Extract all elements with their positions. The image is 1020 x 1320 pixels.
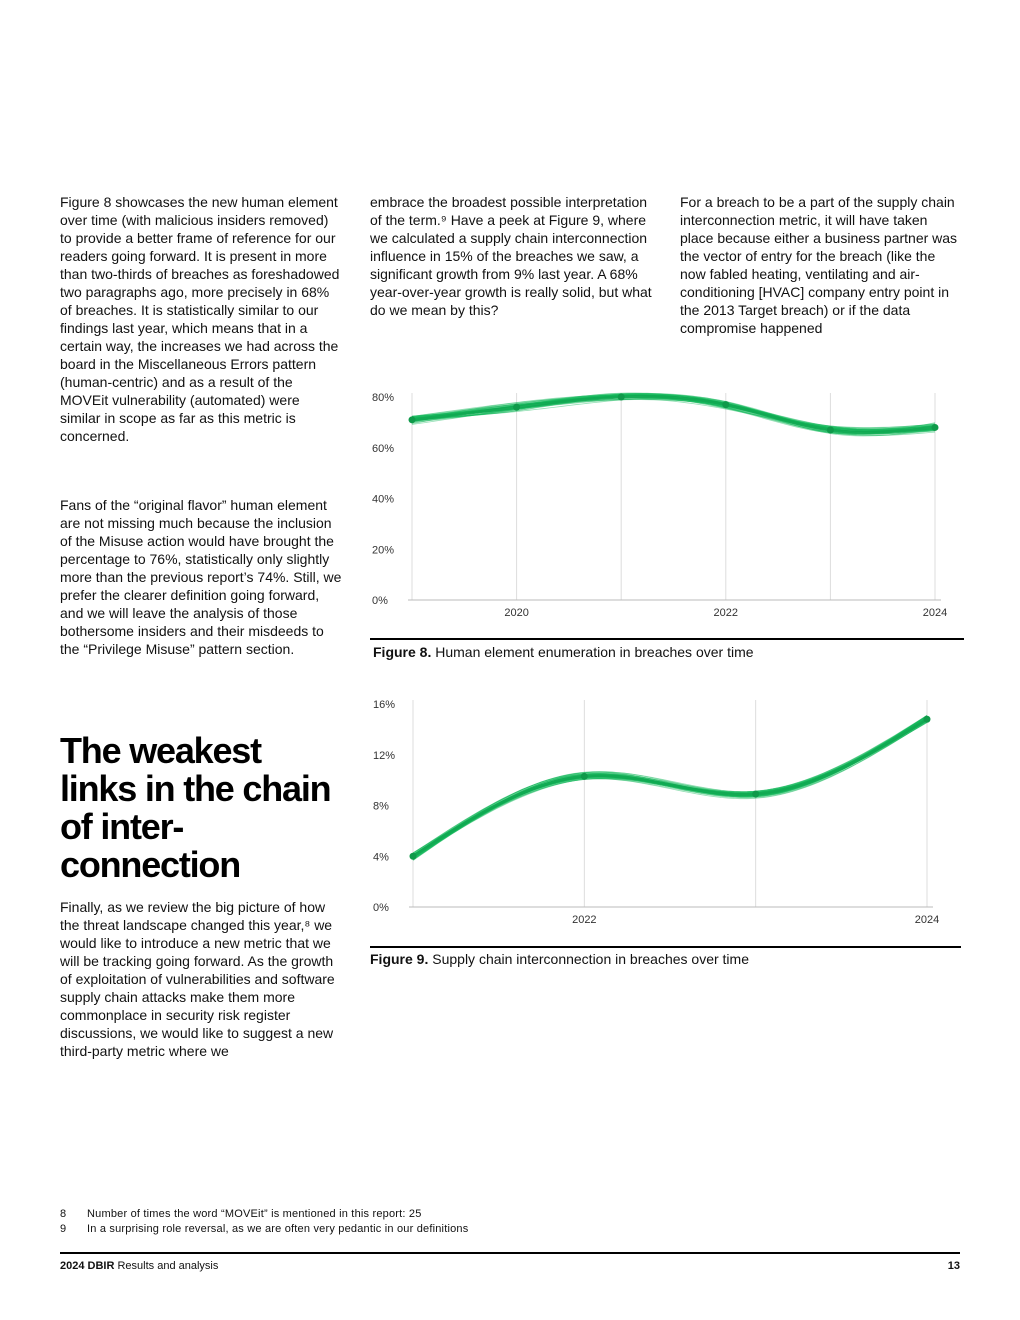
figure8-data-point [932, 424, 939, 431]
figure9-xtick-label: 2022 [572, 914, 597, 926]
figure8-xtick-label: 2020 [504, 607, 529, 619]
figure8-data-point [827, 426, 834, 433]
figure9-ytick-label: 0% [373, 902, 389, 914]
column3-paragraph-1: For a breach to be a part of the supply chain interconnection metric, it will have taken place because either a business partner was the vector of entry for the breach (like the now fabled heating, ventilating and air-conditioning [HVAC] company entry point in the 2013 Target breach) or if the data compromise happened [680, 194, 958, 336]
figure9-ytick-label: 12% [373, 749, 396, 762]
figure8-series-sample-line [412, 399, 935, 431]
figure8-series-sample-line [412, 400, 935, 432]
figure9-svg [360, 692, 960, 932]
figure8-xtick-label: 2024 [922, 607, 948, 619]
figure8-caption-text: Human element enumeration in breaches over time [431, 644, 754, 660]
footnote-number: 8 [60, 1208, 67, 1220]
figure9-data-point [752, 791, 759, 798]
figure8-series-line [412, 397, 935, 433]
footer-rule [60, 1252, 960, 1254]
figure9-ytick-label: 16% [373, 699, 396, 711]
figure9-caption-label: Figure 9. [370, 951, 429, 967]
figure9-ytick-label: 4% [373, 851, 389, 864]
figure9-series-sample-line [413, 720, 927, 858]
figure8-data-point [409, 416, 416, 423]
footer-report-title [60, 1259, 218, 1273]
figure8-ytick-label: 20% [372, 544, 395, 557]
figure9-series-sample-line [413, 718, 927, 859]
figure9-series-sample-line [413, 721, 927, 858]
figure9-series-sample-line [413, 720, 927, 860]
figure8-caption [373, 643, 963, 661]
footnotes [60, 1207, 960, 1237]
figure9-series-sample-line [413, 720, 927, 859]
figure9-data-point [924, 716, 931, 723]
figure8-svg [360, 385, 960, 625]
section-heading: The weakest links in the chain of inter-connection [60, 730, 331, 885]
figure9-chart [360, 692, 960, 932]
footer-section-name: Results and analysis [114, 1260, 219, 1272]
figure9-series-sample-line [413, 722, 927, 860]
figure8-ytick-label: 60% [372, 442, 395, 455]
figure9-caption-rule [370, 946, 961, 948]
figure9-caption [370, 950, 960, 968]
figure8-data-point [618, 394, 625, 401]
figure8-chart [360, 385, 960, 625]
footnote-text: Number of times the word “MOVEit” is mentioned in this report: 25 [87, 1208, 422, 1220]
figure8-ytick-label: 80% [372, 392, 395, 404]
figure9-series-sample-line [413, 721, 927, 860]
figure8-ytick-label: 40% [372, 493, 395, 506]
figure9-series-sample-line [413, 721, 927, 861]
figure9-caption-text: Supply chain interconnection in breaches over time [428, 951, 749, 967]
figure9-data-point [581, 773, 588, 780]
figure9-series-sample-line [413, 722, 927, 857]
figure8-data-point [722, 401, 729, 408]
figure9-xtick-label: 2024 [914, 914, 940, 926]
column1-paragraph-3: Finally, as we review the big picture of how the threat landscape changed this year,⁸ we would like to introduce a new metric that we will be tracking going forward. As the growth of exploitation of vulnerabilities and software supply chain attacks make them more commonplace in security risk register discussions, we would like to suggest a new third-party metric where we [60, 899, 335, 1059]
figure9-series-sample-line [413, 720, 927, 859]
figure9-ytick-label: 8% [373, 800, 389, 813]
figure8-caption-label: Figure 8. [373, 644, 432, 660]
figure8-xtick-label: 2022 [713, 607, 739, 619]
figure8-ytick-label: 0% [372, 595, 388, 607]
footnote-9 [60, 1222, 960, 1237]
figure9-data-point [410, 853, 417, 860]
figure8-data-point [513, 404, 520, 411]
column2-paragraph-1: embrace the broadest possible interpretation of the term.⁹ Have a peek at Figure 9, where we calculated a supply chain interconnection influence in 15% of the breaches we saw, a significant growth from 9% last year. A 68% year-over-year growth is really solid, but what do we mean by this? [370, 194, 652, 318]
page-number: 13 [947, 1260, 960, 1272]
figure8-caption-rule [370, 638, 964, 640]
footnote-text: In a surprising role reversal, as we are often very pedantic in our definitions [87, 1223, 469, 1235]
footnote-8 [60, 1207, 960, 1222]
footer-report-name: 2024 DBIR [60, 1260, 115, 1272]
column1-paragraph-2: Fans of the “original flavor” human element are not missing much because the inclusion of the Misuse action would have brought the percentage to 76%, statistically only slightly more than the previous report’s 74%. Still, we prefer the clearer definition going forward, and we will leave the analysis of those bothersome insiders and their misdeeds to the “Privilege Misuse” pattern section. [60, 497, 342, 657]
figure9-series-sample-line [413, 722, 927, 859]
footnote-number: 9 [60, 1223, 67, 1235]
column1-paragraph-1: Figure 8 showcases the new human element over time (with malicious insiders removed) to provide a better frame of reference for our readers going forward. It is present in more than two-thirds of breaches as foreshadowed two paragraphs ago, more precisely in 68% of breaches. It is statistically similar to our findings last year, which means that in a certain way, the increases we had across the board in the Miscellaneous Errors pattern (human-centric) and as a result of the MOVEit vulnerability (automated) were similar in scope as far as this metric is concerned. [60, 194, 340, 444]
